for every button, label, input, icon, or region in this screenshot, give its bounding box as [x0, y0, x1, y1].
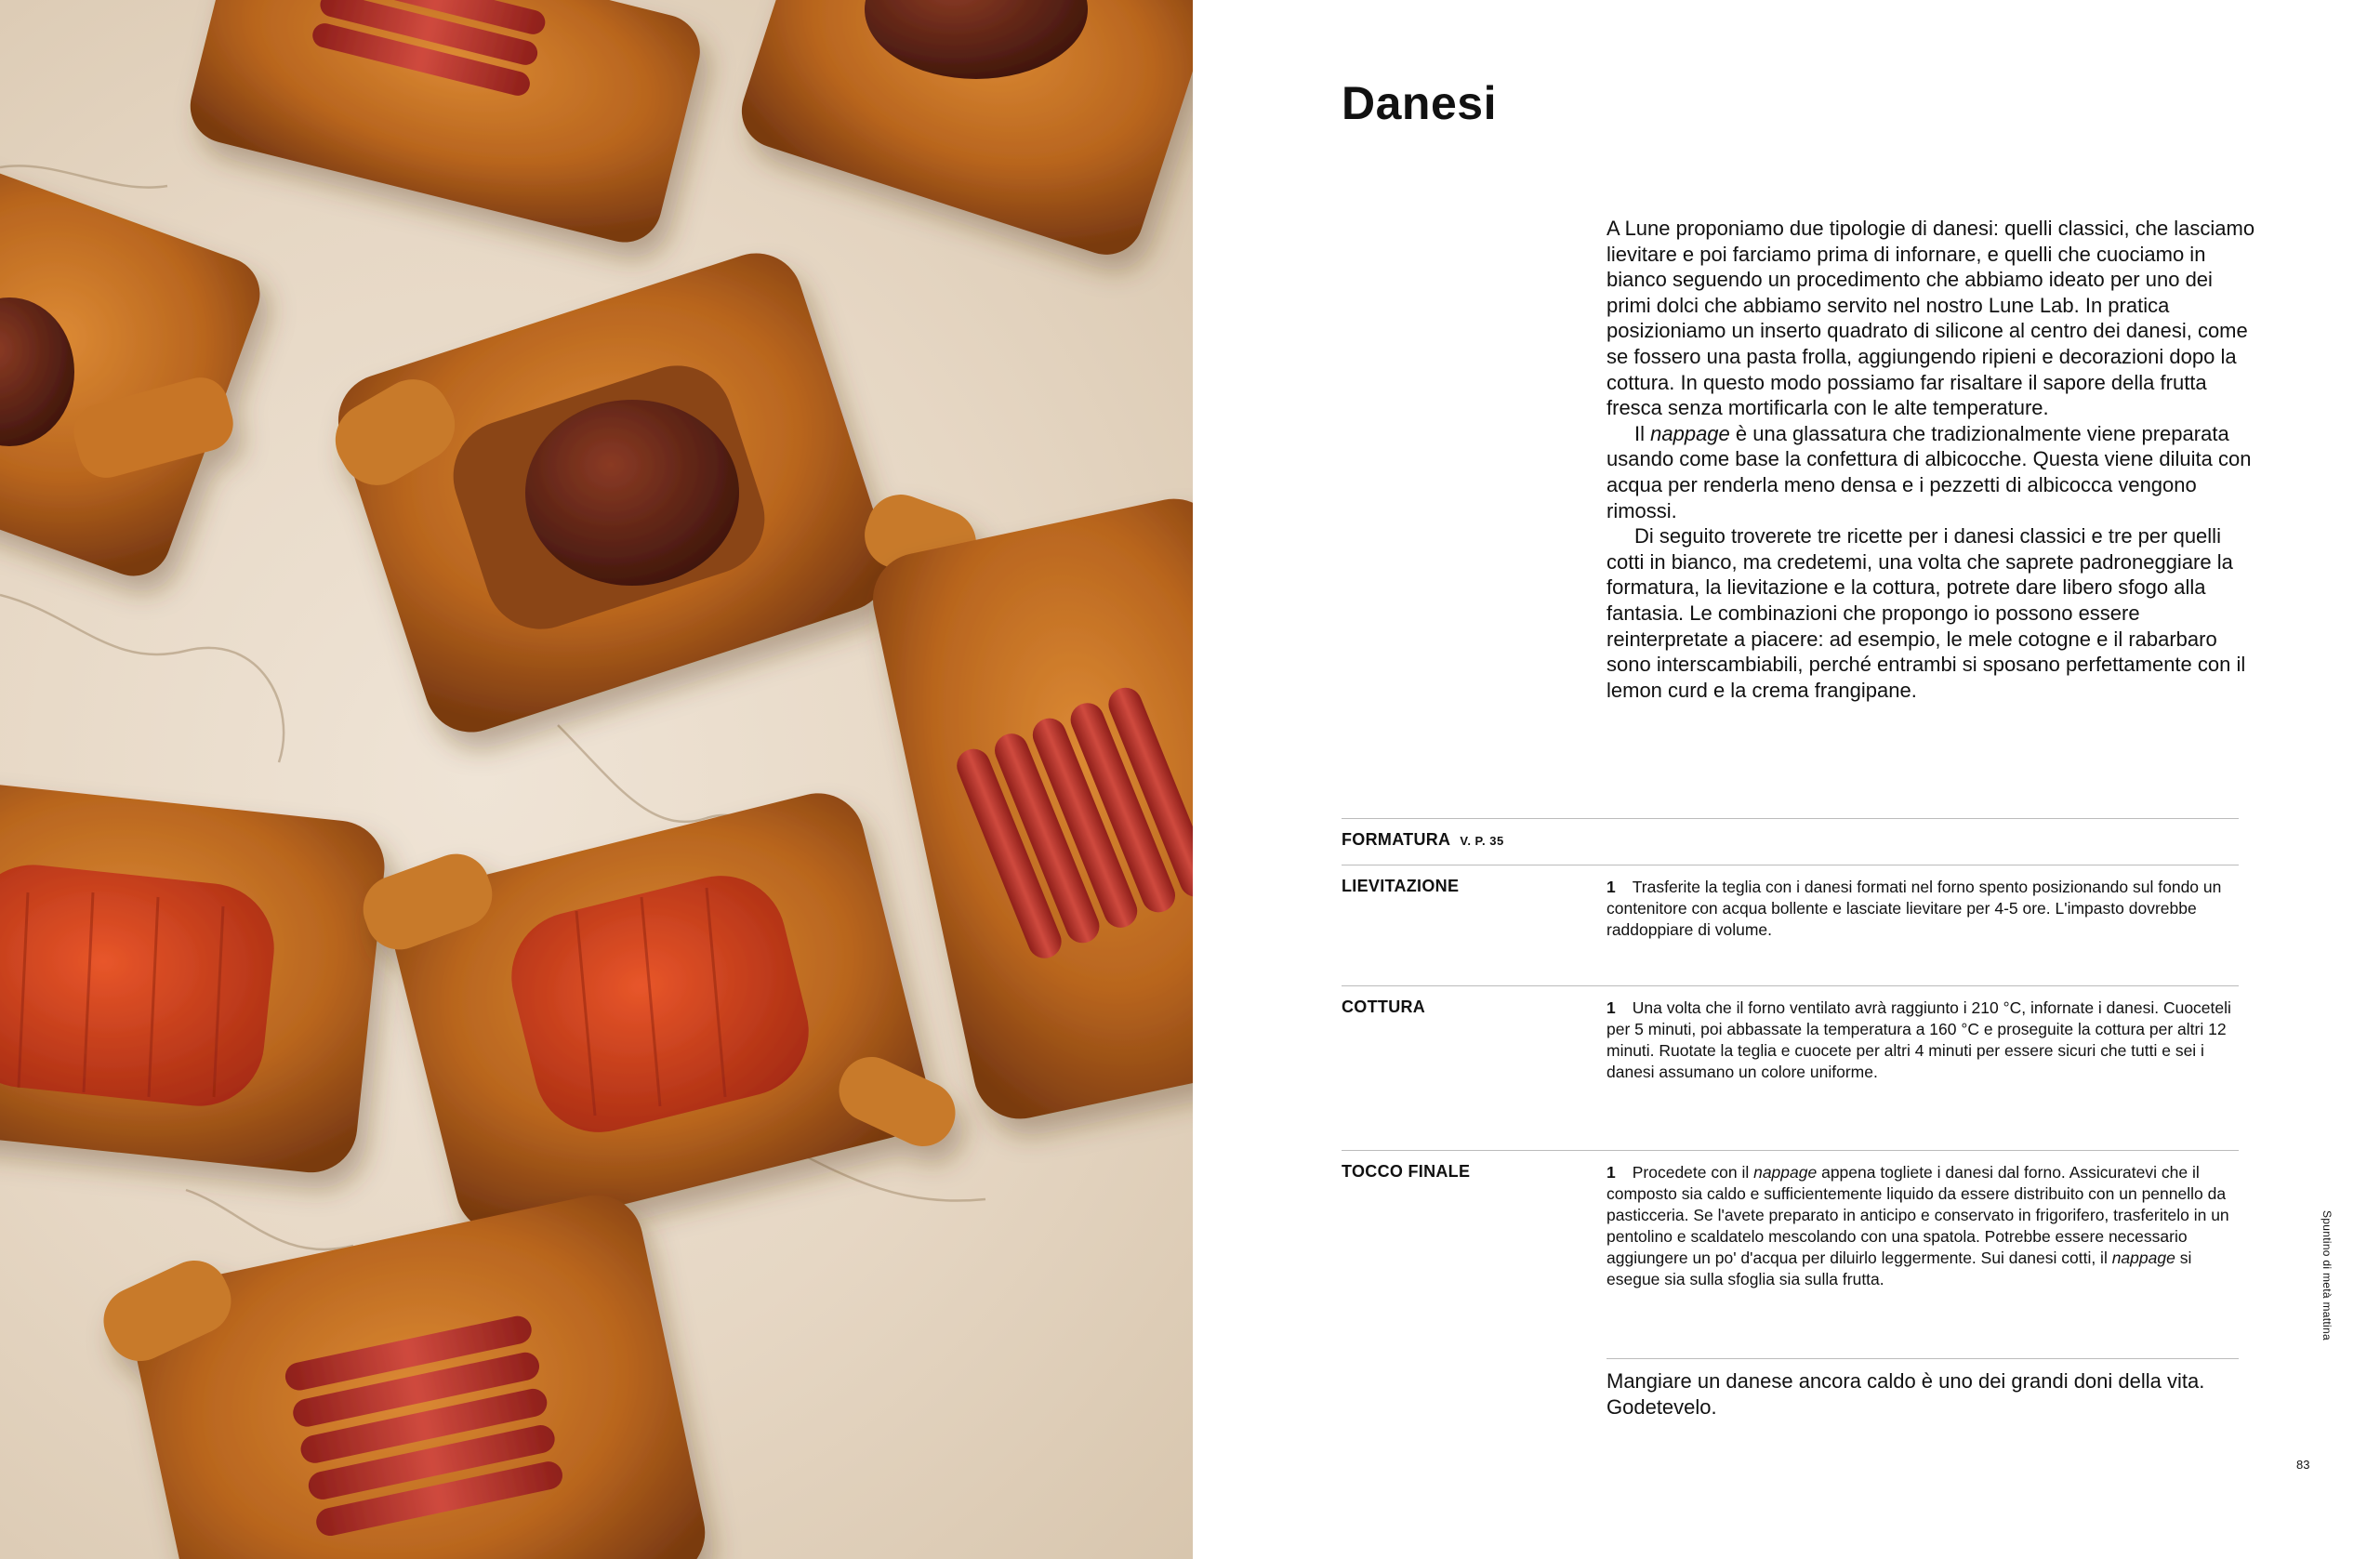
tocco-text-c: si esegue sia sulla sfoglia sia sulla frutta. — [1606, 1249, 2192, 1288]
closing-quote: Mangiare un danese ancora caldo è uno dei grandi doni della vita. Godetevelo. — [1606, 1358, 2239, 1420]
intro-paragraph-2 — [1606, 421, 2257, 523]
page-number: 83 — [2296, 1458, 2310, 1472]
pastry-plum-left — [0, 151, 271, 586]
step-number: 1 — [1606, 878, 1616, 896]
pastry-apricot-center — [354, 784, 966, 1244]
intro-paragraph-3: Di seguito troverete tre ricette per i danesi classici e tre per quelli cotti in bianco, ma credetemi, una volta che saprete padroneggiare la formatura, la lievitazione e la cottura, potrete dare libero sfogo alla fantasia. Le combinazioni che propongo io possono essere reinterpretate a piacere: ad esempio, le mele cotogne e il rabarbaro sono interscambiabili, perché entrambi si sposano perfettamente con il lemon curd e la crema frangipane. — [1606, 524, 2246, 702]
tocco-text-a: Procedete con il — [1632, 1163, 1754, 1182]
step-number: 1 — [1606, 1163, 1616, 1182]
recipe-page — [1193, 0, 2380, 1559]
tocco-emphasis-2: nappage — [2111, 1249, 2175, 1267]
intro-p2-text-b: è una glassatura che tradizionalmente viene preparata usando come base la confettura di albicocche. Questa viene diluita con acqua per renderla meno densa e i pezzetti di albicocca vengono rimossi. — [1606, 421, 2252, 522]
tocco-text-b: appena togliete i danesi dal forno. Assicuratevi che il composto sia caldo e sufficientemente liquido da essere distribuito con un pennello da pasticceria. Se l'avete preparato in anticipo e conservato in frigorifero, trasferitelo in un pentolino e scaldatelo mescolando con una spatola. Potrebbe essere necessario aggiungere un po' d'acqua per diluirlo leggermente. Sui danesi cotti, il — [1606, 1163, 2229, 1267]
formatura-label-text: FORMATURA — [1342, 830, 1451, 849]
section-formatura — [1342, 818, 2239, 865]
step-number: 1 — [1606, 998, 1616, 1017]
section-label-formatura — [1342, 830, 1504, 850]
section-cottura — [1342, 985, 2239, 1081]
formatura-page-ref: V. P. 35 — [1460, 834, 1504, 848]
pastry-plum-center — [322, 241, 985, 744]
section-label-cottura: COTTURA — [1342, 997, 1426, 1016]
section-label-tocco-finale: TOCCO FINALE — [1342, 1162, 1471, 1181]
running-section-title: Spuntino di metà mattina — [2320, 1210, 2334, 1341]
tocco-emphasis-1: nappage — [1753, 1163, 1818, 1182]
page-title: Danesi — [1342, 77, 1497, 129]
pastry-apricot-left — [0, 775, 389, 1177]
lievitazione-text: Trasferite la teglia con i danesi formati nel forno spento posizionando sul fondo un contenitore con acqua bollente e lasciate lievitare per 4-5 ore. L'impasto dovrebbe raddoppiare di volume. — [1606, 878, 2222, 939]
lievitazione-step — [1606, 877, 2239, 941]
pastry-rhubarb-bottom — [93, 1186, 714, 1559]
section-label-lievitazione: LIEVITAZIONE — [1342, 877, 1460, 895]
cottura-text: Una volta che il forno ventilato avrà raggiunto i 210 °C, infornate i danesi. Cuoceteli per 5 minuti, poi abbassate la temperatura a 160 °C e proseguite la cottura per altri 12 minuti. Ruotate la teglia e cuocete per altri 4 minuti per essere sicuri che tutti e sei i danesi assumano un colore uniforme. — [1606, 998, 2231, 1081]
cottura-step — [1606, 997, 2239, 1083]
intro-p2-text-a: Il — [1634, 421, 1651, 445]
intro-paragraph-1: A Lune proponiamo due tipologie di danesi: quelli classici, che lasciamo lievitare e poi farciamo prima di infornare, e quelli che cuociamo in bianco seguendo un procedimento che abbiamo ideato per uno dei primi dolci che abbiamo servito nel nostro Lune Lab. In pratica posizioniamo un inserto quadrato di silicone al centro dei danesi, come se fossero una pasta frolla, aggiungendo ripieni e decorazioni dopo la cottura. In questo modo possiamo far risaltare il sapore della frutta fresca senza mortificarla con le alte temperature. — [1606, 217, 2255, 420]
pastry-plum-top-right — [733, 0, 1193, 264]
tocco-finale-step — [1606, 1162, 2239, 1290]
pastry-rhubarb-top-left — [182, 0, 707, 250]
intro-p2-emphasis: nappage — [1650, 421, 1730, 445]
intro-text — [1606, 216, 2257, 703]
section-tocco-finale — [1342, 1150, 2239, 1288]
